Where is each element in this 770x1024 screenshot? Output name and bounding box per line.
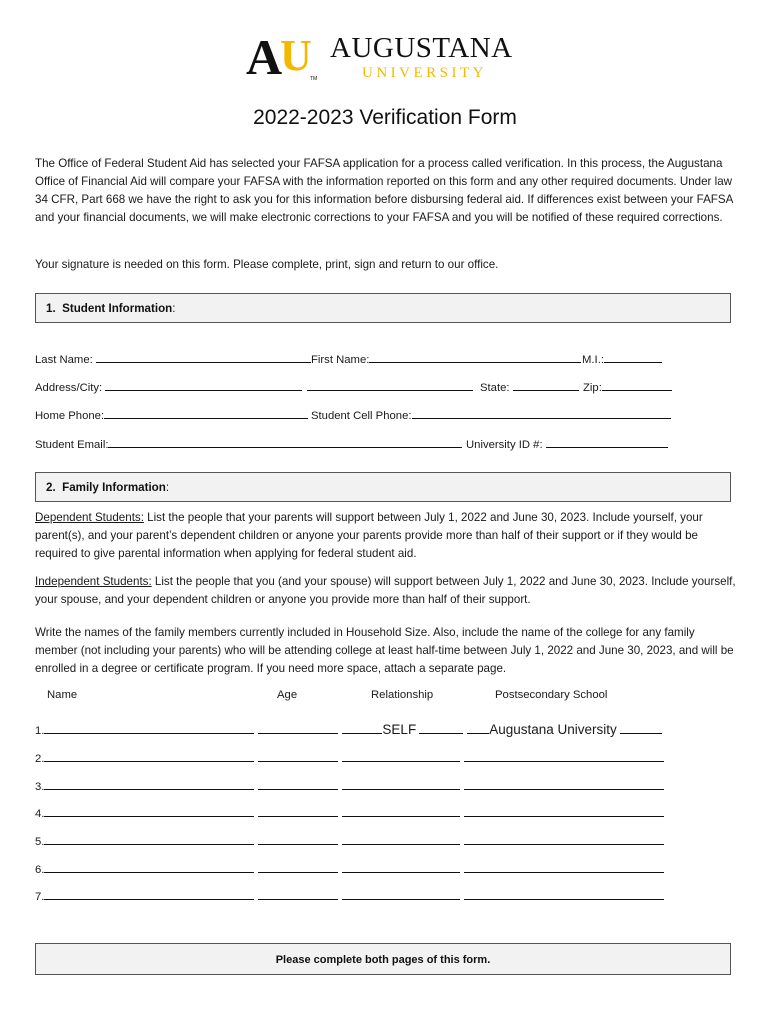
section-student-information-header: [35, 293, 731, 323]
table-row: [35, 805, 668, 821]
row-number: 1.: [35, 725, 45, 737]
row-number: 7.: [35, 891, 45, 903]
row-school-input[interactable]: [464, 778, 664, 790]
row-name-input[interactable]: [44, 861, 254, 873]
row-school-line-end: [620, 722, 662, 734]
logo-name: AUGUSTANA: [330, 32, 513, 64]
logo-monogram-a: A: [246, 30, 283, 82]
home-phone-label: Home Phone:: [35, 410, 105, 422]
university-id-field: [466, 436, 668, 452]
email-label: Student Email:: [35, 439, 109, 451]
state-input[interactable]: [513, 379, 579, 391]
state-field: [480, 379, 579, 395]
row-name-input[interactable]: [44, 750, 254, 762]
row-relationship-input[interactable]: [342, 861, 460, 873]
column-header-name: Name: [47, 689, 78, 701]
section2-number: 2.: [46, 481, 56, 494]
email-input[interactable]: [108, 436, 462, 448]
zip-label: Zip:: [583, 382, 602, 394]
independent-students-label: Independent Students:: [35, 575, 152, 588]
section1-colon: :: [172, 302, 176, 315]
first-name-input[interactable]: [369, 351, 581, 363]
row-age-input[interactable]: [258, 833, 338, 845]
section-family-information-header: [35, 472, 731, 502]
row-number: 2.: [35, 753, 45, 765]
column-header-relationship: Relationship: [371, 689, 434, 701]
independent-students-paragraph: [35, 573, 740, 609]
row-age-input[interactable]: [258, 888, 338, 900]
footer-note: Please complete both pages of this form.: [35, 943, 731, 975]
section1-number: 1.: [46, 302, 56, 315]
email-field: [35, 436, 462, 452]
logo-subname: UNIVERSITY: [362, 65, 487, 81]
household-instructions: Write the names of the family members currently included in Household Size. Also, include the name of the college for any family member (not including your parents) who will be attending college at least half-time between July 1, 2022 and June 30, 2023, and will be enrolled in a degree or certificate program. If you need more space, attach a separate page.: [35, 626, 734, 675]
last-name-field: [35, 351, 311, 367]
table-row: [35, 778, 668, 794]
row-school-input[interactable]: [464, 750, 664, 762]
first-name-label: First Name:: [311, 354, 370, 366]
row-name-input[interactable]: [44, 833, 254, 845]
row-school-input[interactable]: [464, 833, 664, 845]
row-relationship-value[interactable]: SELF: [382, 722, 417, 737]
home-phone-field: [35, 407, 308, 423]
last-name-label: Last Name:: [35, 354, 93, 366]
row-name-input[interactable]: [44, 778, 254, 790]
address-city-label: Address/City:: [35, 382, 103, 394]
row-age-input[interactable]: [258, 861, 338, 873]
row-number: 6.: [35, 864, 45, 876]
cell-phone-label: Student Cell Phone:: [311, 410, 412, 422]
logo-monogram-u: U: [280, 31, 312, 80]
logo-graphic: [244, 30, 534, 82]
table-row: [35, 833, 668, 849]
row-name-input[interactable]: [44, 805, 254, 817]
section1-title: Student Information: [62, 302, 173, 315]
augustana-logo: [244, 30, 534, 82]
row-age-input[interactable]: [258, 750, 338, 762]
row-school-input[interactable]: [464, 888, 664, 900]
row-relationship-input[interactable]: [342, 805, 460, 817]
row-school-input[interactable]: [464, 805, 664, 817]
university-id-label: University ID #:: [466, 439, 543, 451]
row-relationship-input[interactable]: [342, 888, 460, 900]
row-relationship-line-end: [419, 722, 463, 734]
address-city-field: [35, 379, 473, 395]
row-school-value[interactable]: Augustana University: [489, 722, 617, 737]
dependent-students-text: List the people that your parents will support between July 1, 2022 and June 30, 2023. Include yourself, your parent(s), and your parent’s dependent children or anyone your parents provide more than half of their support or if they would be required to give parental information when applying for federal student aid.: [35, 511, 703, 560]
page-title: 2022-2023 Verification Form: [253, 106, 517, 129]
table-row: [35, 722, 666, 738]
mi-input[interactable]: [604, 351, 662, 363]
independent-students-text: List the people that you (and your spouse) will support between July 1, 2022 and June 30, 2023. Include yourself, your spouse, and your dependent children or anyone you provide more than half of their support.: [35, 575, 736, 606]
signature-note: Your signature is needed on this form. Please complete, print, sign and return to our office.: [35, 258, 499, 271]
zip-field: [583, 379, 672, 395]
home-phone-input[interactable]: [104, 407, 308, 419]
university-id-input[interactable]: [546, 436, 668, 448]
first-name-field: [311, 351, 581, 367]
table-row: [35, 888, 668, 904]
row-name-input[interactable]: [44, 722, 254, 734]
dependent-students-paragraph: [35, 509, 740, 563]
row-relationship-input[interactable]: [342, 778, 460, 790]
address-input[interactable]: [105, 379, 302, 391]
section2-colon: :: [165, 481, 170, 494]
row-relationship-line: [342, 722, 382, 734]
row-relationship-input[interactable]: [342, 750, 460, 762]
logo-tm: TM: [310, 76, 318, 82]
mi-field: [582, 351, 662, 367]
state-label: State:: [480, 382, 510, 394]
row-number: 5.: [35, 836, 45, 848]
row-age-input[interactable]: [258, 722, 338, 734]
cell-phone-input[interactable]: [412, 407, 671, 419]
dependent-students-label: Dependent Students:: [35, 511, 144, 524]
table-row: [35, 750, 668, 766]
row-school-line: [467, 722, 489, 734]
row-age-input[interactable]: [258, 778, 338, 790]
row-relationship-input[interactable]: [342, 833, 460, 845]
zip-input[interactable]: [602, 379, 672, 391]
row-number: 4.: [35, 808, 45, 820]
section2-title: Family Information: [62, 481, 166, 494]
column-header-school: Postsecondary School: [495, 689, 608, 701]
intro-paragraph: The Office of Federal Student Aid has selected your FAFSA application for a process called verification. In this process, the Augustana Office of Financial Aid will compare your FAFSA with the information reported on this form and any other required documents. Under law 34 CFR, Part 668 we have the right to ask you for this information before disbursing federal aid. If differences exist between your FAFSA and your financial documents, we will make electronic corrections to your FAFSA and you will be notified of these required corrections.: [35, 157, 733, 224]
cell-phone-field: [311, 407, 671, 423]
row-name-input[interactable]: [44, 888, 254, 900]
last-name-input[interactable]: [96, 351, 311, 363]
table-row: [35, 861, 668, 877]
mi-label: M.I.:: [582, 354, 604, 366]
row-age-input[interactable]: [258, 805, 338, 817]
city-input[interactable]: [307, 379, 473, 391]
row-number: 3.: [35, 781, 45, 793]
row-school-input[interactable]: [464, 861, 664, 873]
column-header-age: Age: [277, 689, 298, 701]
